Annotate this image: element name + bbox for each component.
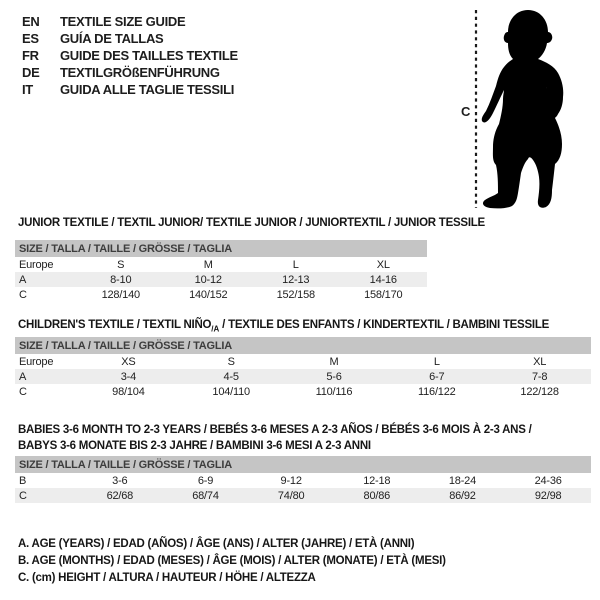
size-cell: 74/80 [248, 488, 334, 503]
row-label: B [19, 474, 27, 487]
language-list [22, 13, 238, 98]
size-cell: 8-10 [77, 272, 165, 287]
size-cell: L [292, 258, 299, 271]
size-header-label: SIZE / TALLA / TAILLE / GRÖSSE / TAGLIA [15, 456, 591, 473]
figure-height-label: C [461, 104, 471, 119]
size-cell: 92/98 [505, 488, 591, 503]
size-cell: S [117, 258, 125, 271]
title-line: BABIES 3-6 MONTH TO 2-3 YEARS / BEBÉS 3-6 MESES A 2-3 AÑOS / BÉBÉS 3-6 MOIS À 2-3 ANS / [18, 424, 532, 436]
language-row-fr [22, 47, 238, 64]
size-cell: 24-36 [534, 474, 562, 487]
size-cell: 18-24 [448, 474, 477, 487]
language-label: TEXTILGRÖßENFÜHRUNG [60, 65, 220, 80]
size-cell: 6-9 [197, 474, 214, 487]
size-cell: 10-12 [165, 272, 253, 287]
language-code: FR [22, 48, 39, 63]
size-cell: 4-5 [180, 369, 283, 384]
size-cell: 98/104 [112, 385, 145, 398]
row-label: Europe [19, 355, 54, 368]
language-label: GUIDE DES TAILLES TEXTILE [60, 48, 238, 63]
row-label: C [19, 385, 27, 398]
row-label: Europe [19, 258, 54, 271]
table-row [15, 354, 591, 369]
baby-silhouette-icon [450, 4, 600, 212]
size-cell: M [203, 258, 213, 271]
legend [18, 536, 446, 587]
language-row-de [22, 64, 238, 81]
size-cell: XL [376, 258, 390, 271]
size-cell: L [433, 355, 440, 368]
size-cell: XS [121, 355, 136, 368]
table-row [15, 488, 591, 503]
size-cell: 140/152 [189, 288, 228, 301]
size-cell: M [329, 355, 339, 368]
table-row [15, 473, 591, 488]
language-label: GUÍA DE TALLAS [60, 31, 164, 46]
size-table-children [15, 337, 591, 399]
title-part: CHILDREN'S TEXTILE / TEXTIL NIÑO [18, 319, 212, 331]
size-cell: 116/122 [418, 385, 456, 398]
size-cell: XL [533, 355, 547, 368]
language-row-es [22, 30, 238, 47]
size-cell: 158/170 [364, 288, 403, 301]
legend-line-b: B. AGE (MONTHS) / EDAD (MESES) / ÂGE (MOIS) / ALTER (MONATE) / ETÀ (MESI) [18, 555, 446, 567]
language-code: ES [22, 31, 39, 46]
size-cell: 5-6 [283, 369, 386, 384]
title-subscript: /A [211, 324, 220, 334]
size-header-label: SIZE / TALLA / TAILLE / GRÖSSE / TAGLIA [15, 337, 591, 354]
row-label: A [15, 369, 77, 384]
language-label: TEXTILE SIZE GUIDE [60, 14, 186, 29]
table-row [15, 257, 427, 272]
table-row [15, 369, 591, 384]
size-cell: 6-7 [385, 369, 488, 384]
table-row [15, 287, 427, 302]
row-label: C [19, 288, 27, 301]
size-header-band [15, 240, 427, 257]
table-row [15, 272, 427, 287]
table-title-junior: JUNIOR TEXTILE / TEXTIL JUNIOR/ TEXTILE JUNIOR / JUNIORTEXTIL / JUNIOR TESSILE [18, 217, 485, 229]
table-title-babies [18, 422, 532, 454]
legend-line-a: A. AGE (YEARS) / EDAD (AÑOS) / ÂGE (ANS) / ALTER (JAHRE) / ETÀ (ANNI) [18, 538, 415, 550]
size-cell: S [227, 355, 235, 368]
language-code: EN [22, 14, 40, 29]
size-cell: 68/74 [163, 488, 249, 503]
size-cell: 9-12 [280, 474, 302, 487]
size-cell: 62/68 [77, 488, 163, 503]
size-cell: 122/128 [520, 385, 559, 398]
size-cell: 12-18 [363, 474, 391, 487]
baby-figure [450, 4, 600, 212]
size-cell: 104/110 [212, 385, 250, 398]
size-table-junior [15, 240, 427, 302]
language-row-en [22, 13, 238, 30]
size-header-label: SIZE / TALLA / TAILLE / GRÖSSE / TAGLIA [15, 240, 427, 257]
size-cell: 86/92 [420, 488, 506, 503]
size-cell: 12-13 [252, 272, 340, 287]
size-cell: 7-8 [488, 369, 591, 384]
legend-line-c: C. (cm) HEIGHT / ALTURA / HAUTEUR / HÖHE / ALTEZZA [18, 572, 316, 584]
language-label: GUIDA ALLE TAGLIE TESSILI [60, 82, 235, 97]
size-cell: 80/86 [334, 488, 420, 503]
size-cell: 14-16 [340, 272, 428, 287]
size-header-band [15, 337, 591, 354]
language-code: IT [22, 82, 33, 97]
language-row-it [22, 81, 238, 98]
size-cell: 152/158 [276, 288, 315, 301]
size-table-babies [15, 456, 591, 503]
title-line: BABYS 3-6 MONATE BIS 2-3 JAHRE / BAMBINI 3-6 MESI A 2-3 ANNI [18, 440, 371, 452]
baby-silhouette-path [482, 10, 563, 208]
table-title-children [18, 317, 549, 337]
size-cell: 110/116 [315, 385, 353, 398]
title-part: / TEXTILE DES ENFANTS / KINDERTEXTIL / BAMBINI TESSILE [219, 319, 550, 331]
table-row [15, 384, 591, 399]
row-label: A [15, 272, 77, 287]
language-code: DE [22, 65, 40, 80]
size-cell: 3-6 [112, 474, 128, 487]
row-label: C [15, 488, 77, 503]
size-cell: 3-4 [77, 369, 180, 384]
size-cell: 128/140 [101, 288, 140, 301]
size-header-band [15, 456, 591, 473]
